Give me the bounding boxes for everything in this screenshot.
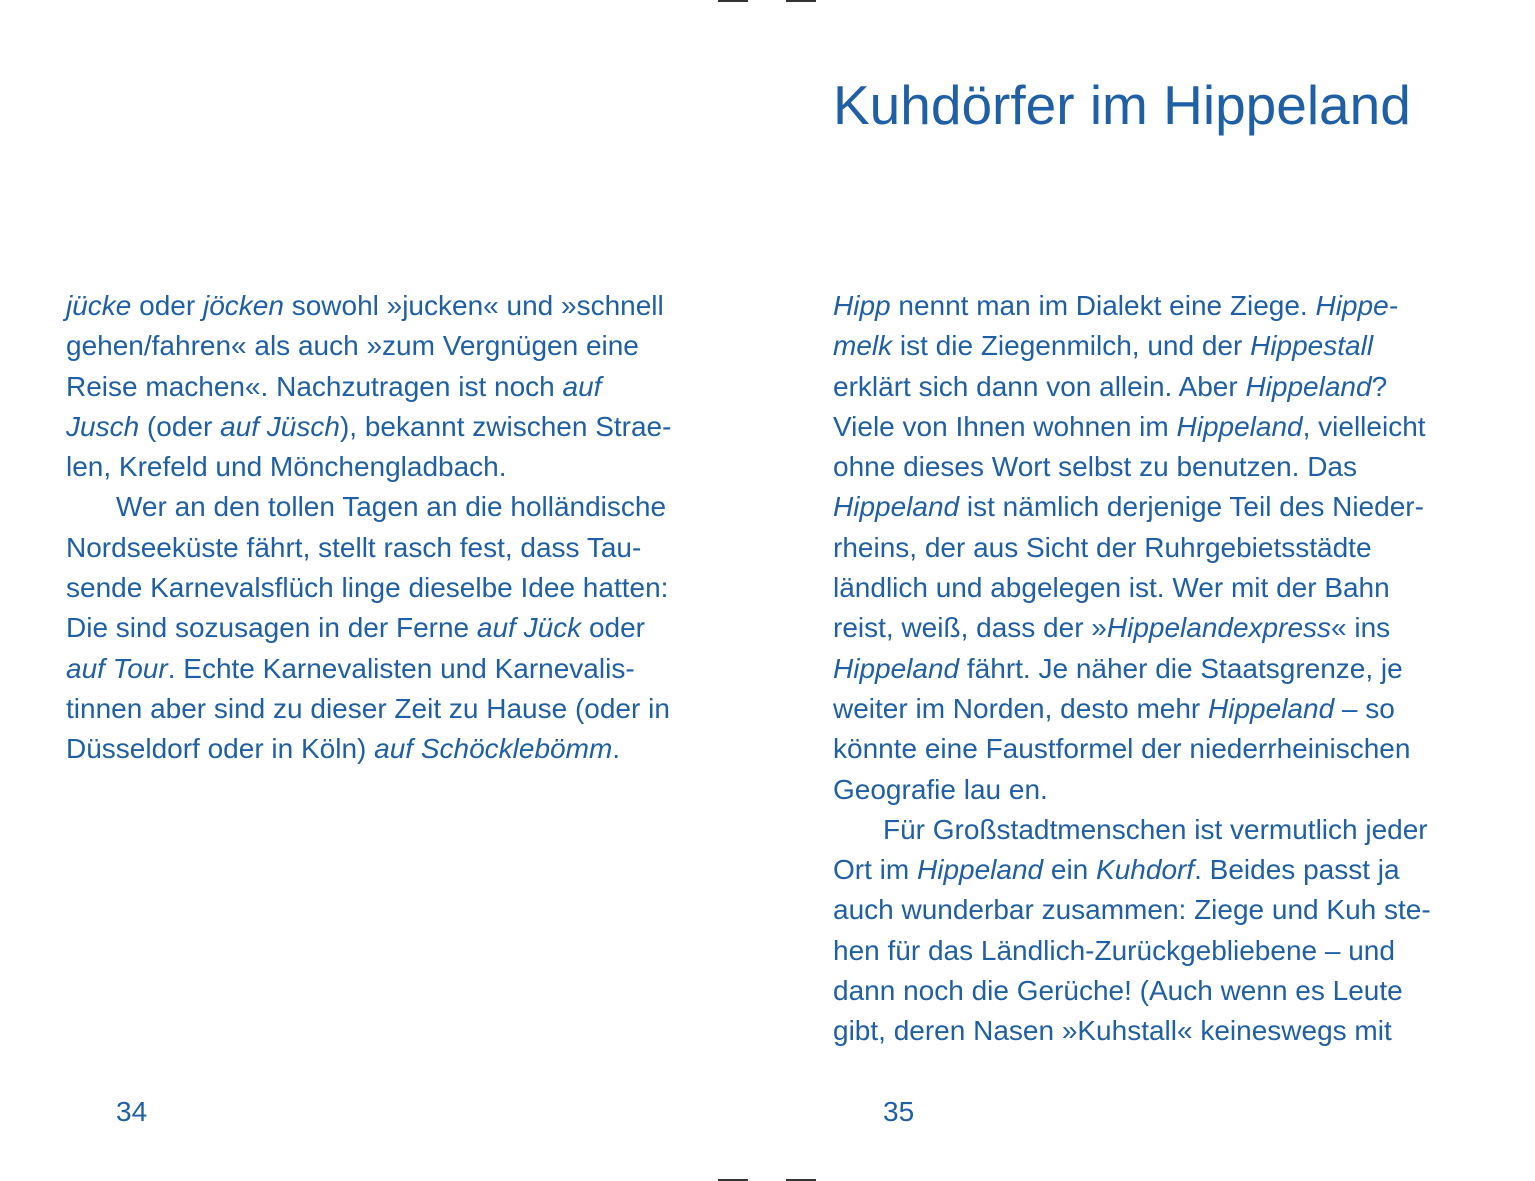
text-line [66, 689, 716, 729]
text-run: sende Karnevalsflüch linge dieselbe Idee hatten: [66, 572, 669, 604]
italic-run: Hippeland [1176, 410, 1303, 442]
text-run: . Beides passt ja [1194, 854, 1400, 886]
text-line [66, 407, 716, 447]
text-run: Viele von Ihnen wohnen im [833, 410, 1177, 442]
text-run: ist nämlich derjenige Teil des Nieder- [959, 491, 1424, 523]
text-line [833, 931, 1483, 971]
italic-run: melk [833, 330, 893, 362]
text-line [833, 850, 1483, 890]
text-run: Nordseeküste fährt, stellt rasch fest, dass Tau- [66, 531, 642, 563]
text-run: ländlich und abgelegen ist. Wer mit der Bahn [833, 572, 1390, 604]
italic-run: Hipp [833, 290, 891, 321]
italic-run: auf Jück [476, 612, 582, 644]
text-line [66, 729, 716, 769]
right-page [767, 0, 1535, 1181]
italic-run: auf [562, 370, 602, 402]
text-line [66, 528, 716, 568]
text-run: oder [581, 612, 646, 644]
text-run: Wer an den tollen Tagen an die holländische [116, 491, 667, 523]
page-number-right: 35 [883, 1096, 915, 1127]
text-run: weiter im Norden, desto mehr [833, 692, 1209, 724]
italic-run: Hippeland [833, 491, 960, 523]
text-run: , vielleicht [1302, 410, 1426, 442]
text-run: Ort im [833, 854, 917, 886]
text-run: Die sind sozusagen in der Ferne [66, 612, 477, 644]
text-run: len, Krefeld und Mönchengladbach. [66, 451, 507, 483]
text-run: Für Großstadtmenschen ist vermutlich jeder [883, 813, 1428, 845]
text-line [66, 447, 716, 487]
text-run: – so [1334, 692, 1395, 724]
text-line [833, 971, 1483, 1011]
italic-run: auf Tour [66, 652, 168, 684]
text-run: sowohl »jucken« und »schnell [283, 290, 664, 321]
text-run: gibt, deren Nasen »Kuhstall« keineswegs mit [833, 1015, 1392, 1047]
text-line [833, 810, 1483, 850]
text-line [833, 608, 1483, 648]
text-run: ), bekannt zwischen Strae- [339, 410, 672, 442]
italic-run: auf Schöcklebömm [374, 733, 613, 765]
text-run: oder [131, 290, 203, 321]
text-line [66, 487, 716, 527]
text-run: nennt man im Dialekt eine Ziege. [890, 290, 1316, 321]
text-run: . Echte Karnevalisten und Karnevalis- [167, 652, 635, 684]
text-line [833, 447, 1483, 487]
text-line [66, 608, 716, 648]
italic-run: Hippestall [1250, 330, 1374, 362]
italic-run: Hippeland [1208, 692, 1335, 724]
text-run: Düsseldorf oder in Köln) [66, 733, 375, 765]
italic-run: jücke [66, 290, 132, 321]
italic-run: Hippeland [1245, 370, 1372, 402]
text-run: hen für das Ländlich-Zurückgebliebene – und [833, 934, 1395, 966]
text-run: rheins, der aus Sicht der Ruhrgebietsstädte [833, 531, 1372, 563]
text-run: dann noch die Gerüche! (Auch wenn es Leute [833, 975, 1403, 1007]
text-line [66, 326, 716, 366]
text-run: Geografie lau en. [833, 773, 1048, 805]
text-run: Reise machen«. Nachzutragen ist noch [66, 370, 563, 402]
text-line [833, 367, 1483, 407]
italic-run: Hippeland [833, 652, 960, 684]
text-line [833, 487, 1483, 527]
italic-run: auf Jüsch [220, 410, 340, 442]
text-line [66, 568, 716, 608]
text-line [833, 649, 1483, 689]
italic-run: jöcken [202, 290, 284, 321]
text-line [833, 689, 1483, 729]
italic-run: Hippelandexpress [1106, 612, 1332, 644]
left-page [0, 0, 767, 1181]
text-run: ? [1371, 370, 1388, 402]
text-line [833, 407, 1483, 447]
text-line [833, 1011, 1483, 1051]
left-page-body [66, 286, 716, 770]
text-run: erklärt sich dann von allein. Aber [833, 370, 1246, 402]
text-run: ist die Ziegenmilch, und der [892, 330, 1251, 362]
text-run: « ins [1331, 612, 1391, 644]
text-run: gehen/fahren« als auch »zum Vergnügen eine [66, 330, 639, 362]
text-line [833, 286, 1483, 326]
text-line [833, 729, 1483, 769]
italic-run: Kuhdorf [1096, 854, 1195, 886]
text-run: könnte eine Faustformel der niederrheinischen [833, 733, 1411, 765]
text-run: (oder [139, 410, 221, 442]
page-number-left: 34 [116, 1096, 148, 1127]
text-run: . [612, 733, 621, 765]
right-page-body [833, 286, 1483, 1052]
chapter-title: Kuhdörfer im Hippeland [833, 74, 1411, 136]
text-line [833, 890, 1483, 930]
text-run: auch wunderbar zusammen: Ziege und Kuh ste- [833, 894, 1431, 926]
italic-run: Hippe- [1315, 290, 1398, 321]
italic-run: Hippeland [917, 854, 1044, 886]
text-line [833, 528, 1483, 568]
text-line [833, 770, 1483, 810]
text-run: tinnen aber sind zu dieser Zeit zu Hause (oder in [66, 692, 670, 724]
text-line [66, 286, 716, 326]
text-line [833, 326, 1483, 366]
text-run: fährt. Je näher die Staatsgrenze, je [959, 652, 1403, 684]
text-run: ohne dieses Wort selbst zu benutzen. Das [833, 451, 1358, 483]
text-line [66, 649, 716, 689]
text-line [833, 568, 1483, 608]
text-run: ein [1043, 854, 1097, 886]
text-run: reist, weiß, dass der » [833, 612, 1107, 644]
italic-run: Jusch [66, 410, 140, 442]
text-line [66, 367, 716, 407]
